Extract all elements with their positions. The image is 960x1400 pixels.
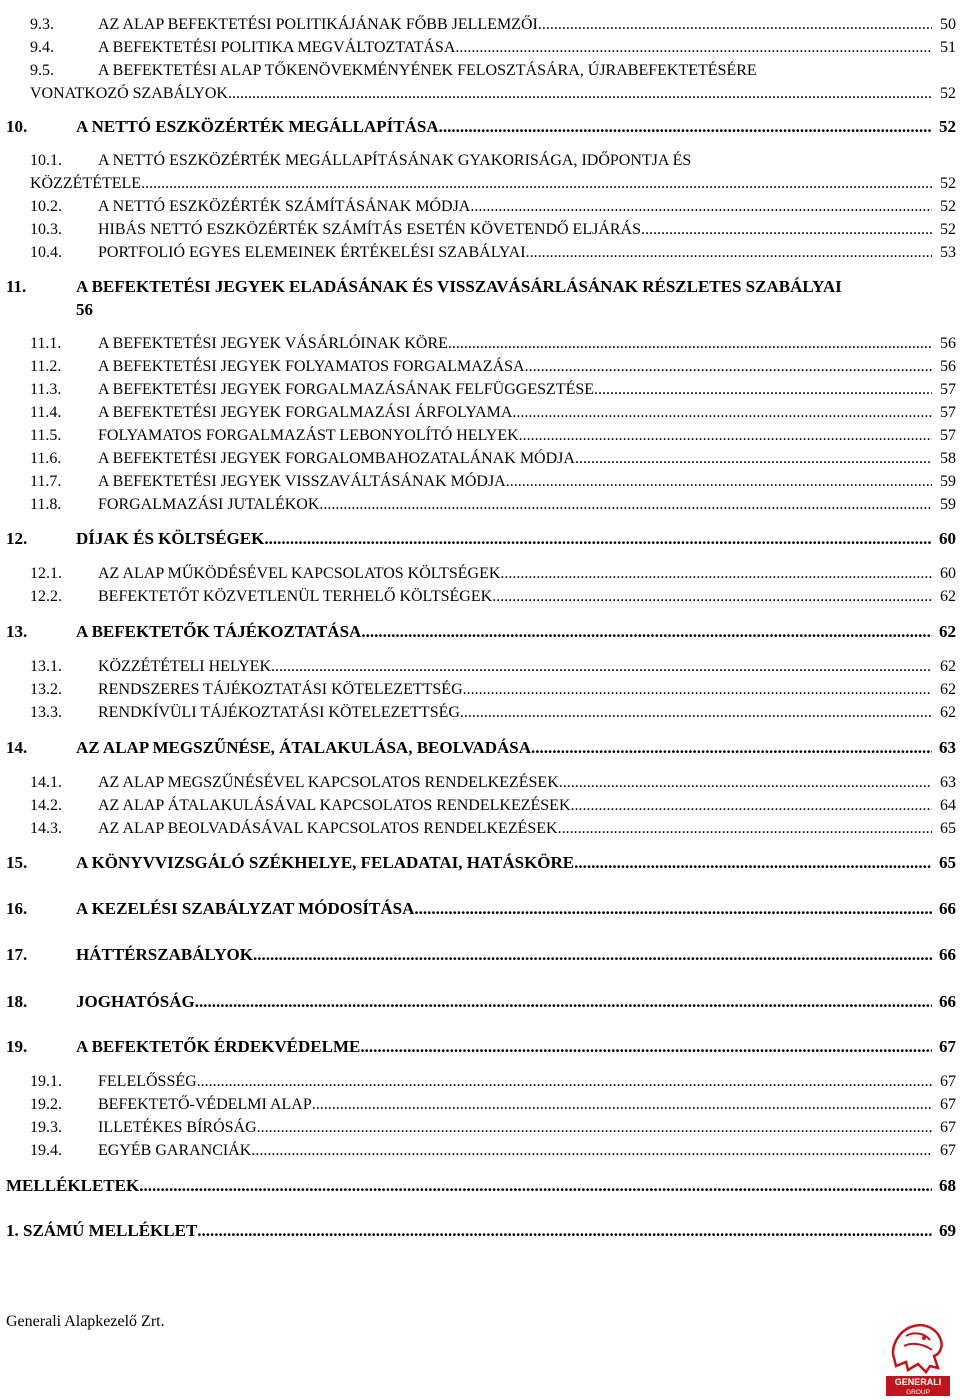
dot-leader bbox=[264, 528, 932, 550]
toc-number: 14. bbox=[6, 738, 28, 757]
dot-leader bbox=[361, 621, 932, 643]
toc-title: A BEFEKTETÉSI JEGYEK FOLYAMATOS FORGALMAZÁSA bbox=[98, 358, 525, 375]
toc-entry[interactable] bbox=[0, 196, 960, 218]
toc-number: 19.3. bbox=[30, 1119, 62, 1136]
dot-leader bbox=[414, 898, 932, 920]
toc-title: A BEFEKTETŐK TÁJÉKOZTATÁSA bbox=[76, 622, 362, 641]
toc-title: A KEZELÉSI SZABÁLYZAT MÓDOSÍTÁSA bbox=[76, 899, 415, 918]
dot-leader bbox=[559, 772, 932, 794]
dot-leader bbox=[594, 379, 932, 401]
toc-number: 14.3. bbox=[30, 820, 62, 837]
toc-page-number: 65 bbox=[940, 820, 956, 837]
toc-title: ILLETÉKES BÍRÓSÁG bbox=[98, 1119, 257, 1136]
toc-number: 12.1. bbox=[30, 565, 62, 582]
toc-entry[interactable] bbox=[0, 679, 960, 701]
logo-text-top: GENERALI bbox=[894, 1377, 942, 1387]
toc-page-number: 66 bbox=[939, 899, 956, 918]
toc-page-number: 62 bbox=[940, 658, 956, 675]
toc-title: AZ ALAP ÁTALAKULÁSÁVAL KAPCSOLATOS RENDELKEZÉSEK bbox=[98, 797, 571, 814]
toc-entry[interactable] bbox=[0, 563, 960, 585]
toc-title: HIBÁS NETTÓ ESZKÖZÉRTÉK SZÁMÍTÁS ESETÉN KÖVETENDŐ ELJÁRÁS bbox=[98, 221, 642, 238]
toc-number: 19.4. bbox=[30, 1142, 62, 1159]
toc-entry[interactable] bbox=[0, 1094, 960, 1116]
toc-title: BEFEKTETŐ-VÉDELMI ALAP bbox=[98, 1096, 312, 1113]
dot-leader bbox=[571, 795, 932, 817]
toc-page-number: 57 bbox=[940, 404, 956, 421]
dot-leader bbox=[460, 702, 932, 724]
toc-number: 19.1. bbox=[30, 1073, 62, 1090]
dot-leader bbox=[228, 83, 932, 105]
toc-entry[interactable] bbox=[0, 1175, 960, 1197]
toc-number: 10.3. bbox=[30, 221, 62, 238]
toc-number: 12.2. bbox=[30, 588, 62, 605]
toc-number: 11.6. bbox=[30, 450, 62, 467]
toc-number: 10. bbox=[6, 117, 28, 136]
toc-title: A BEFEKTETÉSI JEGYEK FORGALOMBAHOZATALÁNAK MÓDJA bbox=[98, 450, 575, 467]
toc-entry[interactable] bbox=[0, 276, 960, 298]
toc-title: A NETTÓ ESZKÖZÉRTÉK MEGÁLLAPÍTÁSÁNAK GYAKORISÁGA, IDŐPONTJA ÉS bbox=[98, 152, 692, 169]
toc-page-number: 60 bbox=[939, 529, 956, 548]
toc-page-number: 59 bbox=[940, 496, 956, 513]
toc-page-number: 50 bbox=[940, 16, 956, 33]
toc-number: 18. bbox=[6, 992, 28, 1011]
toc-title: JOGHATÓSÁG bbox=[76, 992, 195, 1011]
toc-entry[interactable] bbox=[0, 621, 960, 643]
toc-page-number: 56 bbox=[940, 335, 956, 352]
toc-entry[interactable] bbox=[0, 402, 960, 424]
toc-page-number: 52 bbox=[940, 198, 956, 215]
toc-number: 13.3. bbox=[30, 704, 62, 721]
lion-icon bbox=[893, 1325, 942, 1372]
toc-number: 14.2. bbox=[30, 797, 62, 814]
toc-entry[interactable] bbox=[0, 1220, 960, 1242]
toc-number: 11.8. bbox=[30, 496, 62, 513]
toc-entry[interactable] bbox=[0, 379, 960, 401]
toc-entry[interactable] bbox=[0, 944, 960, 966]
toc-page-number: 62 bbox=[939, 622, 956, 641]
toc-page-number: 68 bbox=[939, 1176, 956, 1195]
dot-leader bbox=[512, 402, 932, 424]
toc-entry[interactable] bbox=[0, 37, 960, 59]
toc-title: EGYÉB GARANCIÁK bbox=[98, 1142, 252, 1159]
toc-page-number: 62 bbox=[940, 681, 956, 698]
dot-leader bbox=[575, 448, 932, 470]
toc-entry[interactable] bbox=[0, 852, 960, 874]
toc-page-number: 59 bbox=[940, 473, 956, 490]
toc-entry-continuation bbox=[0, 173, 960, 195]
toc-title: A BEFEKTETÉSI JEGYEK VISSZAVÁLTÁSÁNAK MÓDJA bbox=[98, 473, 506, 490]
dot-leader bbox=[641, 219, 932, 241]
toc-page-number: 66 bbox=[939, 992, 956, 1011]
toc-entry-continuation bbox=[0, 83, 960, 105]
toc-entry[interactable] bbox=[0, 1140, 960, 1162]
toc-entry[interactable] bbox=[0, 528, 960, 550]
toc-entry[interactable] bbox=[0, 898, 960, 920]
toc-title: KÖZZÉTÉTELI HELYEK bbox=[98, 658, 272, 675]
toc-number: 11.1. bbox=[30, 335, 62, 352]
dot-leader bbox=[312, 1094, 932, 1116]
toc-page-number: 66 bbox=[939, 945, 956, 964]
toc-title: RENDKÍVÜLI TÁJÉKOZTATÁSI KÖTELEZETTSÉG bbox=[98, 704, 460, 721]
toc-entry[interactable] bbox=[0, 656, 960, 678]
toc-title-continuation: 56 bbox=[76, 300, 93, 319]
toc-page-number: 57 bbox=[940, 427, 956, 444]
toc-title: A BEFEKTETÉSI ALAP TŐKENÖVEKMÉNYÉNEK FELOSZTÁSÁRA, ÚJRABEFEKTETÉSÉRE bbox=[98, 62, 757, 79]
toc-entry[interactable] bbox=[0, 1036, 960, 1058]
toc-entry[interactable] bbox=[0, 1117, 960, 1139]
generali-logo bbox=[884, 1318, 952, 1398]
dot-leader bbox=[526, 242, 932, 264]
toc-title: A BEFEKTETÉSI POLITIKA MEGVÁLTOZTATÁSA bbox=[98, 39, 456, 56]
toc-number: 11.2. bbox=[30, 358, 62, 375]
toc-entry[interactable] bbox=[0, 356, 960, 378]
dot-leader bbox=[448, 333, 932, 355]
toc-page-number: 67 bbox=[940, 1142, 956, 1159]
dot-leader bbox=[197, 1071, 932, 1093]
dot-leader bbox=[197, 1220, 932, 1242]
toc-number: 11.3. bbox=[30, 381, 62, 398]
dot-leader bbox=[139, 1175, 932, 1197]
toc-number: 11. bbox=[6, 277, 27, 296]
toc-number: 13. bbox=[6, 622, 28, 641]
toc-title: AZ ALAP MŰKÖDÉSÉVEL KAPCSOLATOS KÖLTSÉGEK bbox=[98, 565, 501, 582]
dot-leader bbox=[251, 1140, 932, 1162]
toc-number: 10.2. bbox=[30, 198, 62, 215]
toc-title: A BEFEKTETÉSI JEGYEK FORGALMAZÁSÁNAK FELFÜGGESZTÉSE bbox=[98, 381, 595, 398]
toc-entry[interactable] bbox=[0, 818, 960, 840]
toc-entry[interactable] bbox=[0, 795, 960, 817]
toc-number: 9.5. bbox=[30, 62, 54, 79]
toc-number: 19. bbox=[6, 1037, 28, 1056]
toc-title: A NETTÓ ESZKÖZÉRTÉK MEGÁLLAPÍTÁSA bbox=[76, 117, 439, 136]
toc-title: 1. SZÁMÚ MELLÉKLET bbox=[6, 1221, 198, 1240]
dot-leader bbox=[470, 196, 932, 218]
toc-page-number: 67 bbox=[940, 1096, 956, 1113]
toc-number: 9.4. bbox=[30, 39, 54, 56]
toc-title-continuation: VONATKOZÓ SZABÁLYOK bbox=[30, 85, 228, 102]
toc-title: A NETTÓ ESZKÖZÉRTÉK SZÁMÍTÁSÁNAK MÓDJA bbox=[98, 198, 471, 215]
footer-company: Generali Alapkezelő Zrt. bbox=[6, 1313, 165, 1330]
toc-number: 12. bbox=[6, 529, 28, 548]
toc-number: 13.1. bbox=[30, 658, 62, 675]
toc-entry-continuation bbox=[0, 299, 960, 321]
toc-entry[interactable] bbox=[0, 60, 960, 82]
toc-page-number: 51 bbox=[940, 39, 956, 56]
toc-entry[interactable] bbox=[0, 494, 960, 516]
toc-title: A BEFEKTETÉSI JEGYEK ELADÁSÁNAK ÉS VISSZAVÁSÁRLÁSÁNAK RÉSZLETES SZABÁLYAI bbox=[76, 277, 842, 296]
toc-title: PORTFOLIÓ EGYES ELEMEINEK ÉRTÉKELÉSI SZABÁLYAI bbox=[98, 244, 526, 261]
toc-entry[interactable] bbox=[0, 772, 960, 794]
logo-text-bottom: GROUP bbox=[906, 1389, 930, 1396]
toc-number: 10.4. bbox=[30, 244, 62, 261]
dot-leader bbox=[506, 471, 932, 493]
dot-leader bbox=[195, 991, 932, 1013]
toc-title: BEFEKTETŐT KÖZVETLENÜL TERHELŐ KÖLTSÉGEK bbox=[98, 588, 493, 605]
toc-entry[interactable] bbox=[0, 116, 960, 138]
toc-number: 13.2. bbox=[30, 681, 62, 698]
toc-page-number: 62 bbox=[940, 704, 956, 721]
dot-leader bbox=[538, 14, 932, 36]
toc-entry[interactable] bbox=[0, 991, 960, 1013]
toc-page-number: 52 bbox=[940, 221, 956, 238]
toc-entry[interactable] bbox=[0, 14, 960, 36]
dot-leader bbox=[463, 679, 932, 701]
toc-title: FOLYAMATOS FORGALMAZÁST LEBONYOLÍTÓ HELYEK bbox=[98, 427, 519, 444]
dot-leader bbox=[531, 737, 932, 759]
toc-page-number: 57 bbox=[940, 381, 956, 398]
toc-title: HÁTTÉRSZABÁLYOK bbox=[76, 945, 253, 964]
toc-page-number: 60 bbox=[940, 565, 956, 582]
dot-leader bbox=[439, 116, 932, 138]
toc-entry[interactable] bbox=[0, 150, 960, 172]
dot-leader bbox=[257, 1117, 932, 1139]
toc-title: FELELŐSSÉG bbox=[98, 1073, 197, 1090]
toc-entry[interactable] bbox=[0, 242, 960, 264]
dot-leader bbox=[519, 425, 932, 447]
dot-leader bbox=[492, 586, 932, 608]
toc-number: 9.3. bbox=[30, 16, 54, 33]
toc-page-number: 63 bbox=[939, 738, 956, 757]
dot-leader bbox=[455, 37, 932, 59]
dot-leader bbox=[574, 852, 932, 874]
toc-number: 15. bbox=[6, 853, 28, 872]
toc-page-number: 67 bbox=[940, 1119, 956, 1136]
toc-page-number: 52 bbox=[940, 175, 956, 192]
toc-title: MELLÉKLETEK bbox=[6, 1176, 140, 1195]
toc-page-number: 64 bbox=[940, 797, 956, 814]
toc-title: A BEFEKTETŐK ÉRDEKVÉDELME bbox=[76, 1037, 361, 1056]
toc-number: 11.4. bbox=[30, 404, 62, 421]
toc-page-number: 69 bbox=[939, 1221, 956, 1240]
toc-page-number: 58 bbox=[940, 450, 956, 467]
toc-title: A KÖNYVVIZSGÁLÓ SZÉKHELYE, FELADATAI, HATÁSKÖRE bbox=[76, 853, 575, 872]
toc-page-number: 67 bbox=[940, 1073, 956, 1090]
toc-page-number: 56 bbox=[940, 358, 956, 375]
toc-number: 14.1. bbox=[30, 774, 62, 791]
dot-leader bbox=[319, 494, 932, 516]
dot-leader bbox=[500, 563, 932, 585]
toc-entry[interactable] bbox=[0, 219, 960, 241]
toc-page-number: 53 bbox=[940, 244, 956, 261]
toc-number: 19.2. bbox=[30, 1096, 62, 1113]
toc-entry[interactable] bbox=[0, 425, 960, 447]
dot-leader bbox=[271, 656, 932, 678]
toc-number: 11.7. bbox=[30, 473, 62, 490]
toc-entry[interactable] bbox=[0, 1071, 960, 1093]
toc-title: AZ ALAP MEGSZŰNÉSÉVEL KAPCSOLATOS RENDELKEZÉSEK bbox=[98, 774, 559, 791]
toc-page-number: 63 bbox=[940, 774, 956, 791]
dot-leader bbox=[253, 944, 932, 966]
toc-number: 17. bbox=[6, 945, 28, 964]
toc-entry[interactable] bbox=[0, 586, 960, 608]
dot-leader bbox=[141, 173, 932, 195]
toc-title: A BEFEKTETÉSI JEGYEK FORGALMAZÁSI ÁRFOLYAMA bbox=[98, 404, 513, 421]
toc-title: A BEFEKTETÉSI JEGYEK VÁSÁRLÓINAK KÖRE bbox=[98, 335, 448, 352]
toc-page-number: 67 bbox=[939, 1037, 956, 1056]
dot-leader bbox=[360, 1036, 932, 1058]
toc-number: 16. bbox=[6, 899, 28, 918]
dot-leader bbox=[558, 818, 932, 840]
toc-entry[interactable] bbox=[0, 471, 960, 493]
toc-title-continuation: KÖZZÉTÉTELE bbox=[30, 175, 142, 192]
toc-title: DÍJAK ÉS KÖLTSÉGEK bbox=[76, 529, 265, 548]
dot-leader bbox=[525, 356, 932, 378]
toc-number: 10.1. bbox=[30, 152, 62, 169]
toc-entry[interactable] bbox=[0, 737, 960, 759]
toc-page-number: 52 bbox=[940, 85, 956, 102]
toc-number: 11.5. bbox=[30, 427, 62, 444]
toc-page-number: 62 bbox=[940, 588, 956, 605]
toc-page-number: 65 bbox=[939, 853, 956, 872]
toc-page-number: 52 bbox=[939, 117, 956, 136]
toc-title: AZ ALAP MEGSZŰNÉSE, ÁTALAKULÁSA, BEOLVADÁSA bbox=[76, 738, 532, 757]
toc-entry[interactable] bbox=[0, 333, 960, 355]
toc-title: AZ ALAP BEOLVADÁSÁVAL KAPCSOLATOS RENDELKEZÉSEK bbox=[98, 820, 558, 837]
toc-title: AZ ALAP BEFEKTETÉSI POLITIKÁJÁNAK FŐBB JELLEMZŐI bbox=[98, 16, 538, 33]
toc-title: FORGALMAZÁSI JUTALÉKOK bbox=[98, 496, 320, 513]
toc-entry[interactable] bbox=[0, 448, 960, 470]
toc-entry[interactable] bbox=[0, 702, 960, 724]
toc-title: RENDSZERES TÁJÉKOZTATÁSI KÖTELEZETTSÉG bbox=[98, 681, 463, 698]
